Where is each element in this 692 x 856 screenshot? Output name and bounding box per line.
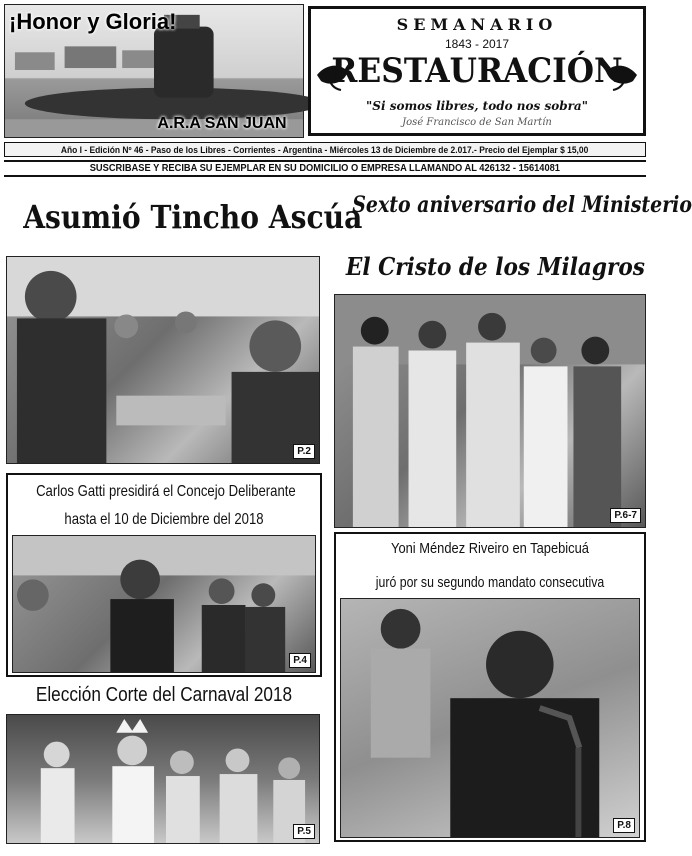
gatti-page-tag: P.4 xyxy=(289,653,311,668)
ministerio-photo xyxy=(334,294,646,528)
ascua-headline: Asumió Tincho Ascúa xyxy=(23,198,363,236)
carnaval-headline: Elección Corte del Carnaval 2018 xyxy=(35,684,293,706)
mendez-story xyxy=(334,532,646,842)
ministerio-page-tag: P.6-7 xyxy=(610,508,641,523)
carnaval-photo xyxy=(6,714,320,844)
submarine-photo xyxy=(4,4,304,138)
gatti-story xyxy=(6,473,322,677)
masthead-logo xyxy=(308,6,646,136)
gatti-headline-line2: hasta el 10 de Diciembre del 2018 xyxy=(64,511,264,528)
edition-info-bar xyxy=(4,142,646,157)
subscribe-text: SUSCRIBASE Y RECIBA SU EJEMPLAR EN SU DOMICILIO O EMPRESA LLAMANDO AL 426132 - 15614081 xyxy=(89,163,561,174)
edition-info-text: Año I - Edición Nº 46 - Paso de los Libres - Corrientes - Argentina - Miércoles 13 de Diciembre de 2.017.- Precio del Ejemplar $ 15,00 xyxy=(61,144,589,155)
gatti-headline-line1: Carlos Gatti presidirá el Concejo Deliberante xyxy=(36,483,296,500)
ministerio-headline-line1: Sexto aniversario del Ministerio xyxy=(352,192,692,218)
ascua-photo xyxy=(6,256,320,464)
motto-signature: José Francisco de San Martín xyxy=(402,117,552,128)
newspaper-name: RESTAURACIÓN xyxy=(331,51,623,91)
ship-name: A.R.A SAN JUAN xyxy=(157,115,287,132)
semanario-label: SEMANARIO xyxy=(396,15,558,34)
mendez-photo xyxy=(340,598,640,838)
founding-years: 1843 - 2017 xyxy=(444,37,510,51)
tribute-title: ¡Honor y Gloria! xyxy=(9,9,177,34)
mendez-headline-line2: juró por su segundo mandato consecutiva xyxy=(375,574,605,591)
mendez-headline-line1: Yoni Méndez Riveiro en Tapebicuá xyxy=(391,540,589,557)
carnaval-page-tag: P.5 xyxy=(293,824,315,839)
ministerio-headline-line2: El Cristo de los Milagros xyxy=(345,252,645,281)
ascua-page-tag: P.2 xyxy=(293,444,315,459)
motto: "Si somos libres, todo nos sobra" xyxy=(366,99,588,113)
subscribe-bar xyxy=(4,160,646,177)
mendez-page-tag: P.8 xyxy=(613,818,635,833)
gatti-photo xyxy=(12,535,316,673)
